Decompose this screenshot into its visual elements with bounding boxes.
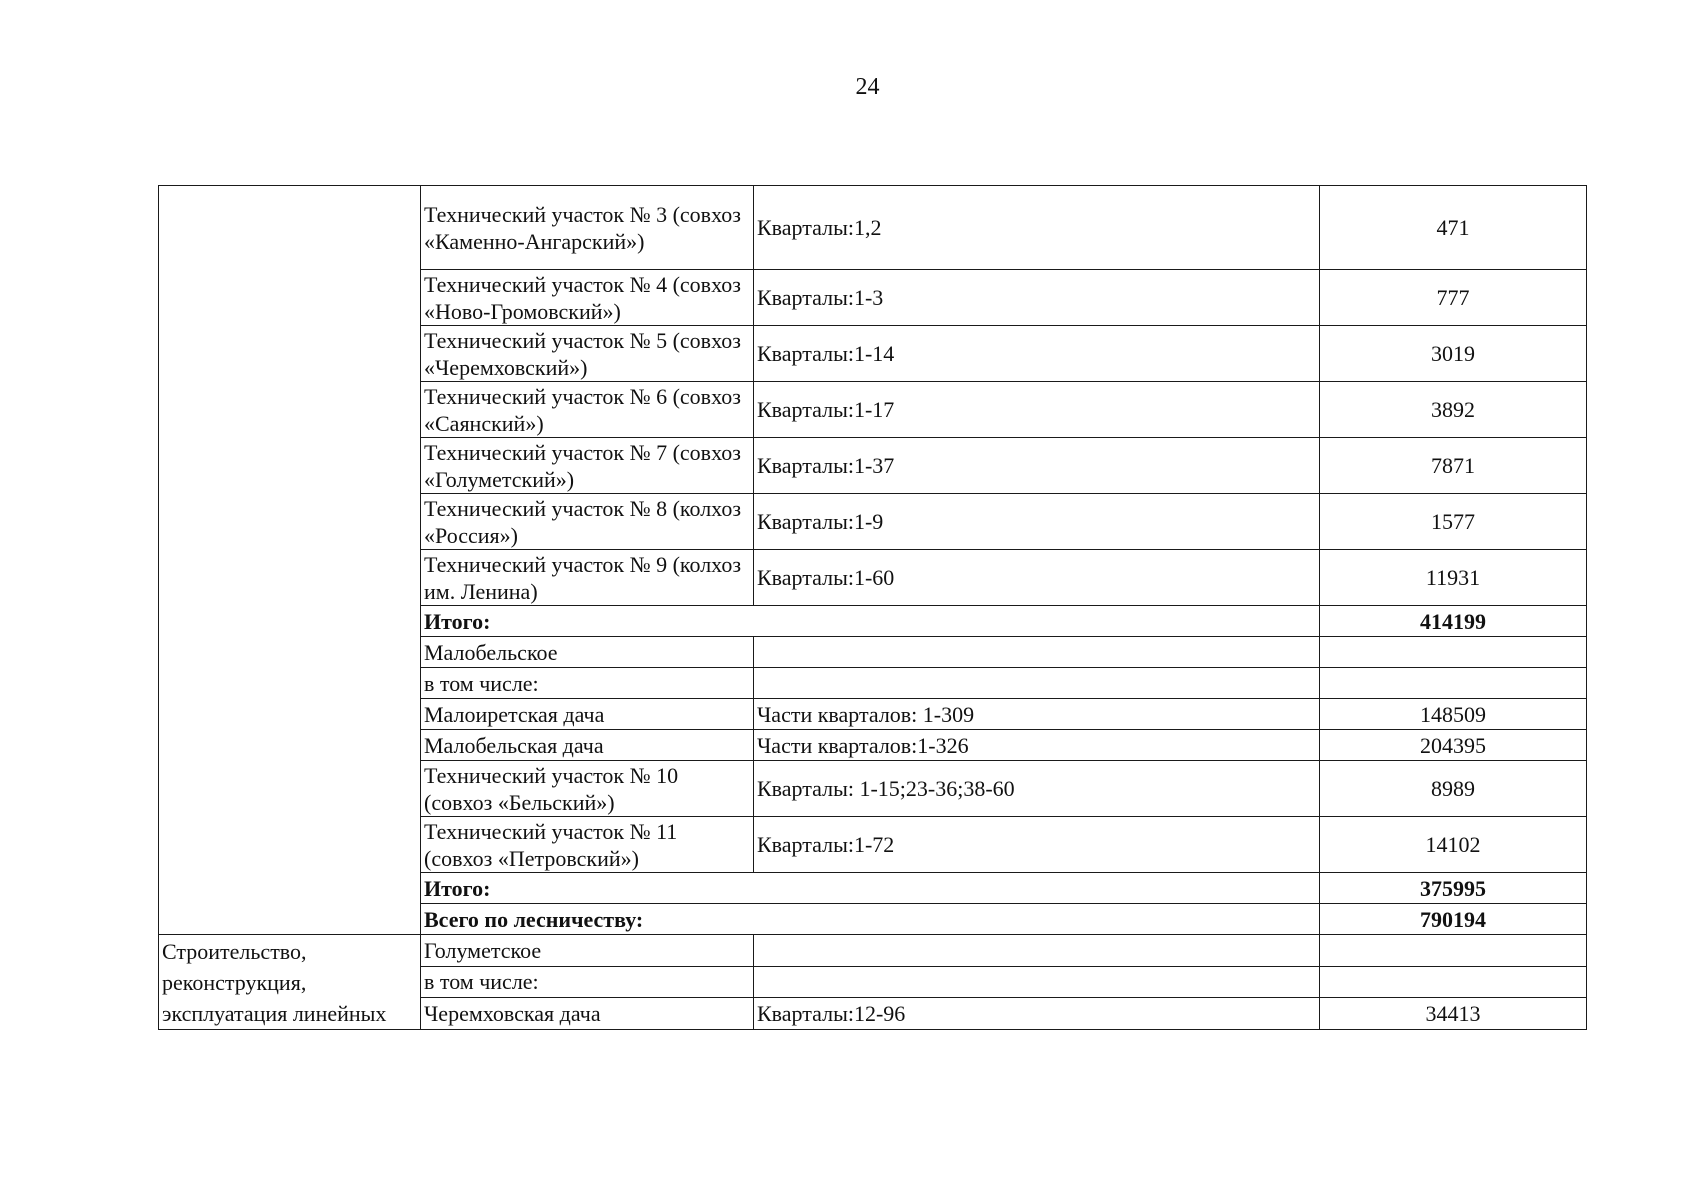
district-name: в том числе: (421, 668, 754, 699)
district-name: Технический участок № 4 (совхоз «Ново-Громовский») (421, 270, 754, 326)
page-number: 24 (855, 74, 880, 100)
quarters-cell: Кварталы:1-14 (754, 326, 1320, 382)
district-name: Черемховская дача (421, 998, 754, 1030)
area-value: 34413 (1320, 998, 1587, 1030)
quarters-cell: Кварталы:1-72 (754, 817, 1320, 873)
area-value: 148509 (1320, 699, 1587, 730)
district-name: Малобельское (421, 637, 754, 668)
district-name: Технический участок № 6 (совхоз «Саянский») (421, 382, 754, 438)
district-name: Технический участок № 7 (совхоз «Голуметский») (421, 438, 754, 494)
forestry-table-container (158, 185, 1587, 1030)
district-name: в том числе: (421, 966, 754, 998)
area-value: 3892 (1320, 382, 1587, 438)
quarters-cell: Кварталы:1-37 (754, 438, 1320, 494)
district-name: Технический участок № 8 (колхоз «Россия») (421, 494, 754, 550)
activity-cell-empty (159, 186, 421, 935)
quarters-cell: Части кварталов:1-326 (754, 730, 1320, 761)
subtotal-value: 414199 (1320, 606, 1587, 637)
area-value (1320, 935, 1587, 967)
quarters-cell: Кварталы:12-96 (754, 998, 1320, 1030)
district-name: Технический участок № 3 (совхоз «Каменно-Ангарский») (421, 186, 754, 270)
area-value: 8989 (1320, 761, 1587, 817)
area-value: 471 (1320, 186, 1587, 270)
area-value: 3019 (1320, 326, 1587, 382)
quarters-cell (754, 935, 1320, 967)
grand-total-value: 790194 (1320, 904, 1587, 935)
quarters-cell (754, 668, 1320, 699)
area-value: 14102 (1320, 817, 1587, 873)
activity-label: Строительство, реконструкция, эксплуатация линейных (159, 935, 421, 1030)
quarters-cell: Кварталы: 1-15;23-36;38-60 (754, 761, 1320, 817)
quarters-cell (754, 966, 1320, 998)
district-name: Малобельская дача (421, 730, 754, 761)
quarters-cell: Кварталы:1-60 (754, 550, 1320, 606)
table-row (159, 935, 1587, 967)
district-name: Технический участок № 5 (совхоз «Черемховский») (421, 326, 754, 382)
quarters-cell: Кварталы:1-9 (754, 494, 1320, 550)
subtotal-value: 375995 (1320, 873, 1587, 904)
area-value: 7871 (1320, 438, 1587, 494)
subtotal-label: Итого: (421, 606, 1320, 637)
area-value: 204395 (1320, 730, 1587, 761)
district-name: Технический участок № 11 (совхоз «Петровский») (421, 817, 754, 873)
grand-total-label: Всего по лесничеству: (421, 904, 1320, 935)
quarters-cell: Кварталы:1-17 (754, 382, 1320, 438)
area-value: 11931 (1320, 550, 1587, 606)
subtotal-label: Итого: (421, 873, 1320, 904)
district-name: Технический участок № 9 (колхоз им. Ленина) (421, 550, 754, 606)
district-name: Технический участок № 10 (совхоз «Бельский») (421, 761, 754, 817)
area-value (1320, 966, 1587, 998)
quarters-cell: Части кварталов: 1-309 (754, 699, 1320, 730)
quarters-cell: Кварталы:1,2 (754, 186, 1320, 270)
district-name: Малоиретская дача (421, 699, 754, 730)
quarters-cell (754, 637, 1320, 668)
quarters-cell: Кварталы:1-3 (754, 270, 1320, 326)
area-value (1320, 637, 1587, 668)
area-value: 777 (1320, 270, 1587, 326)
table-row (159, 186, 1587, 270)
forestry-quarters-table (158, 185, 1587, 1030)
area-value: 1577 (1320, 494, 1587, 550)
area-value (1320, 668, 1587, 699)
district-name: Голуметское (421, 935, 754, 967)
